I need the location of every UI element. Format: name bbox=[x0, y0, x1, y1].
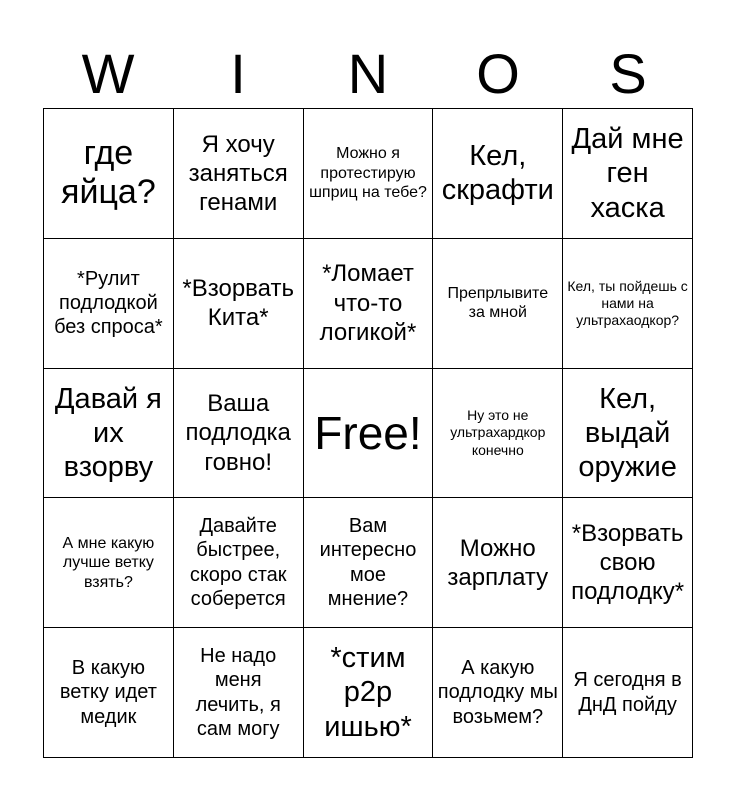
free-space-text: Free! bbox=[314, 406, 422, 459]
bingo-header bbox=[43, 40, 693, 108]
cell-text: Кел, ты пойдешь с нами на ультрахаодкор? bbox=[567, 277, 688, 328]
bingo-cell-r5c3[interactable] bbox=[304, 628, 434, 758]
bingo-cell-r5c4[interactable] bbox=[433, 628, 563, 758]
cell-text: *Ломает что-то логикой* bbox=[319, 260, 417, 346]
bingo-cell-r2c1[interactable] bbox=[44, 239, 174, 369]
cell-text: А мне какую лучше ветку взять? bbox=[62, 534, 155, 591]
bingo-cell-r5c2[interactable] bbox=[174, 628, 304, 758]
bingo-cell-r1c5[interactable] bbox=[563, 109, 693, 239]
bingo-cell-free[interactable] bbox=[304, 369, 434, 499]
cell-text: Можно я протестирую шприц на тебе? bbox=[309, 145, 427, 202]
cell-text: Препрлывите за мной bbox=[447, 284, 549, 322]
bingo-cell-r1c2[interactable] bbox=[174, 109, 304, 239]
cell-text: Кел, скрафти bbox=[441, 140, 554, 207]
cell-text: Давайте быстрее, скоро стак соберется bbox=[189, 515, 287, 611]
bingo-cell-r2c3[interactable] bbox=[304, 239, 434, 369]
cell-text: В какую ветку идет медик bbox=[59, 657, 157, 728]
bingo-board bbox=[43, 108, 693, 758]
header-letter-n: N bbox=[347, 42, 389, 105]
bingo-cell-r3c2[interactable] bbox=[174, 369, 304, 499]
cell-text: *Взорвать свою подлодку* bbox=[571, 519, 685, 606]
cell-text: Ну это не ультрахардкор конечно bbox=[450, 407, 546, 458]
bingo-cell-r4c4[interactable] bbox=[433, 498, 563, 628]
header-letter-s: S bbox=[609, 42, 647, 105]
cell-text: Можно зарплату bbox=[447, 534, 549, 591]
cell-text: Кел, выдай оружие bbox=[578, 382, 677, 484]
cell-text: Не надо меня лечить, я сам могу bbox=[195, 644, 281, 740]
bingo-cell-r4c3[interactable] bbox=[304, 498, 434, 628]
bingo-cell-r4c2[interactable] bbox=[174, 498, 304, 628]
bingo-cell-r3c4[interactable] bbox=[433, 369, 563, 499]
bingo-cell-r5c1[interactable] bbox=[44, 628, 174, 758]
cell-text: *стим p2p ишью* bbox=[324, 642, 412, 743]
bingo-cell-r1c1[interactable] bbox=[44, 109, 174, 239]
cell-text: *Рулит подлодкой без спроса* bbox=[54, 267, 163, 339]
bingo-cell-r1c3[interactable] bbox=[304, 109, 434, 239]
bingo-cell-r3c5[interactable] bbox=[563, 369, 693, 499]
header-letter-w: W bbox=[81, 42, 135, 105]
bingo-cell-r4c1[interactable] bbox=[44, 498, 174, 628]
bingo-cell-r2c4[interactable] bbox=[433, 239, 563, 369]
cell-text: *Взорвать Кита* bbox=[182, 274, 294, 332]
cell-text: Я сегодня в ДнД пойду bbox=[573, 669, 682, 716]
bingo-cell-r1c4[interactable] bbox=[433, 109, 563, 239]
cell-text: Дай мне ген хаска bbox=[571, 123, 684, 224]
header-letter-o: O bbox=[476, 42, 520, 105]
cell-text: Давай я их взорву bbox=[54, 382, 162, 484]
cell-text: Вам интересно мое мнение? bbox=[319, 515, 417, 611]
cell-text: А какую подлодку мы возьмем? bbox=[437, 657, 558, 728]
bingo-cell-r2c2[interactable] bbox=[174, 239, 304, 369]
cell-text: Ваша подлодка говно! bbox=[185, 390, 291, 476]
bingo-cell-r5c5[interactable] bbox=[563, 628, 693, 758]
bingo-cell-r4c5[interactable] bbox=[563, 498, 693, 628]
bingo-cell-r3c1[interactable] bbox=[44, 369, 174, 499]
cell-text: Я хочу заняться генами bbox=[188, 130, 288, 217]
header-letter-i: I bbox=[230, 42, 246, 105]
bingo-cell-r2c5[interactable] bbox=[563, 239, 693, 369]
cell-text: где яйца? bbox=[61, 134, 156, 212]
